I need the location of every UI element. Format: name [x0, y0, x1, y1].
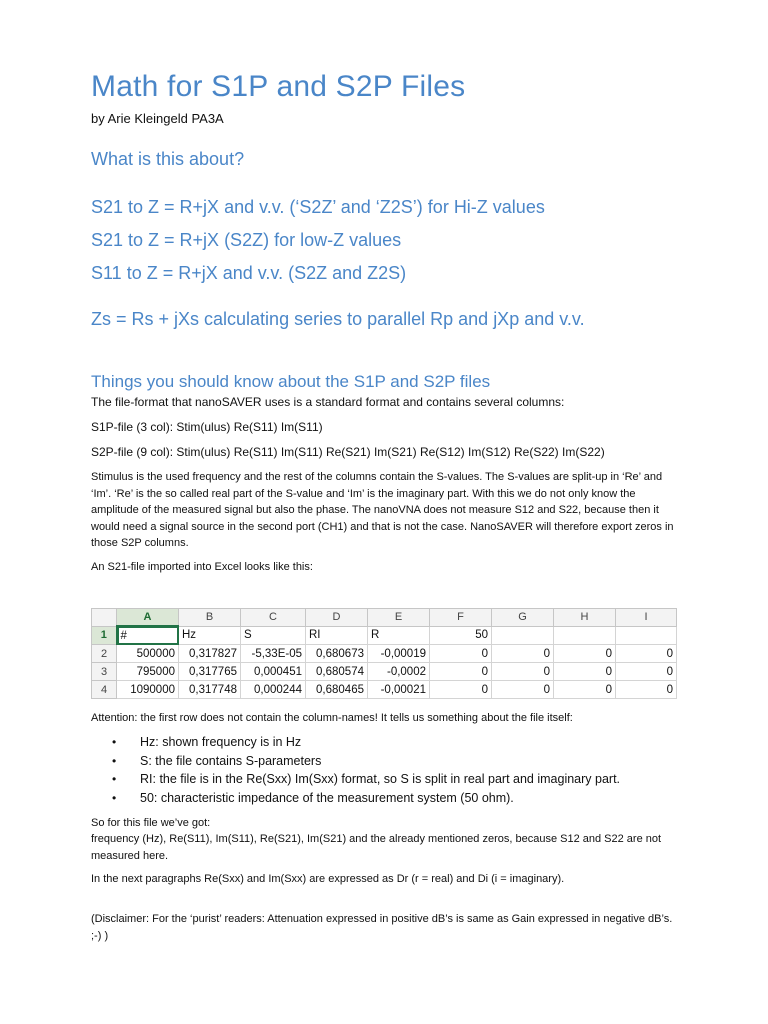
heading-s11: S11 to Z = R+jX and v.v. (S2Z and Z2S) [91, 263, 407, 283]
stimulus-paragraph: Stimulus is the used frequency and the rest of the columns contain the S-values. The S-values are split-up in ‘Re’ and ‘Im’. ‘Re’ is the so called real part of the S-value and ‘Im’ is the imaginary part. With this we do not only know the amplitude of the measured signal but also the phase. The nanoVNA does not measure S12 and S22, because then it would need a signal source in the second port (CH1) and that is not the case. NanoSAVER will therefore export zeros in those S2P columns. [91, 471, 674, 549]
list-item-text: RI: the file is in the Re(Sxx) Im(Sxx) format, so S is split in real part and imaginary part. [140, 772, 621, 786]
heading-what-is-this: What is this about? [91, 149, 245, 169]
sheet-cell[interactable]: 0,680465 [306, 681, 368, 699]
sheet-cell[interactable]: 0,317748 [179, 681, 241, 699]
sheet-cell[interactable]: 0 [492, 645, 554, 663]
sheet-cell[interactable]: 795000 [117, 663, 179, 681]
column-header-h[interactable]: H [554, 609, 616, 627]
bullet-icon: • [112, 772, 117, 786]
disclaimer: (Disclaimer: For the ‘purist’ readers: Attenuation expressed in positive dB’s is same as Gain expressed in negative dB’s. ;-) ) [91, 913, 673, 942]
column-header-row [92, 609, 677, 627]
column-header-a[interactable]: A [117, 609, 179, 627]
sheet-cell[interactable]: 0 [554, 645, 616, 663]
sheet-cell[interactable] [554, 626, 616, 645]
document-title: Math for S1P and S2P Files [91, 70, 466, 103]
column-header-b[interactable]: B [179, 609, 241, 627]
sheet-cell[interactable]: 500000 [117, 645, 179, 663]
sheet-cell[interactable]: 0 [554, 681, 616, 699]
bullet-icon: • [112, 753, 117, 768]
s2p-columns: S2P-file (9 col): Stim(ulus) Re(S11) Im(S11) Re(S21) Im(S21) Re(S12) Im(S12) Re(S22) Im(S22) [91, 445, 605, 459]
row-header[interactable]: 2 [92, 645, 117, 663]
section-heading: Things you should know about the S1P and S2P files [91, 372, 491, 391]
s1p-columns: S1P-file (3 col): Stim(ulus) Re(S11) Im(S11) [91, 420, 323, 434]
excel-screenshot [91, 608, 676, 700]
sheet-cell[interactable]: 0,000451 [241, 663, 306, 681]
column-header-g[interactable]: G [492, 609, 554, 627]
sheet-cell[interactable]: -0,00021 [368, 681, 430, 699]
sheet-cell[interactable]: 0 [492, 663, 554, 681]
sheet-cell[interactable]: 0 [430, 681, 492, 699]
sheet-cell[interactable]: 0,680673 [306, 645, 368, 663]
bullet-icon: • [112, 790, 117, 805]
sheet-cell[interactable]: Hz [179, 626, 241, 645]
sheet-cell[interactable] [616, 626, 677, 645]
sheet-cell[interactable]: 0,680574 [306, 663, 368, 681]
sheet-cell[interactable]: S [241, 626, 306, 645]
select-all-corner[interactable] [92, 609, 117, 627]
sheet-cell[interactable]: 0 [616, 681, 677, 699]
sheet-cell[interactable]: 0 [616, 645, 677, 663]
sheet-cell[interactable]: 1090000 [117, 681, 179, 699]
heading-s21-low-z: S21 to Z = R+jX (S2Z) for low-Z values [91, 230, 402, 250]
attention-note: Attention: the first row does not contain the column-names! It tells us something about the file itself: [91, 712, 573, 724]
sheet-row-3 [92, 663, 677, 681]
sheet-cell[interactable]: 0 [430, 663, 492, 681]
column-header-e[interactable]: E [368, 609, 430, 627]
list-item-text: 50: characteristic impedance of the measurement system (50 ohm). [140, 790, 514, 805]
sheet-cell[interactable]: -0,0002 [368, 663, 430, 681]
sheet-cell[interactable]: 0 [492, 681, 554, 699]
sheet-cell[interactable]: 0,317827 [179, 645, 241, 663]
list-item-text: S: the file contains S-parameters [140, 753, 322, 768]
sheet-cell[interactable]: R [368, 626, 430, 645]
sheet-cell[interactable]: 0 [554, 663, 616, 681]
column-header-c[interactable]: C [241, 609, 306, 627]
format-intro: The file-format that nanoSAVER uses is a standard format and contains several columns: [91, 395, 565, 409]
next-paragraphs-note: In the next paragraphs Re(Sxx) and Im(Sxx) are expressed as Dr (r = real) and Di (i = imaginary). [91, 873, 565, 885]
sheet-cell[interactable]: 0 [616, 663, 677, 681]
sheet-row-4 [92, 681, 677, 699]
row-header[interactable]: 3 [92, 663, 117, 681]
list-item [112, 733, 620, 752]
so-far-line: So for this file we’ve got: [91, 817, 211, 829]
list-item [112, 752, 620, 771]
sheet-cell[interactable]: 0,000244 [241, 681, 306, 699]
sheet-row-1 [92, 626, 677, 645]
column-header-d[interactable]: D [306, 609, 368, 627]
excel-intro: An S21-file imported into Excel looks like this: [91, 561, 313, 573]
heading-series-parallel: Zs = Rs + jXs calculating series to parallel Rp and jXp and v.v. [91, 309, 585, 329]
sheet-cell[interactable]: -0,00019 [368, 645, 430, 663]
sheet-cell[interactable]: RI [306, 626, 368, 645]
heading-s21-hi-z: S21 to Z = R+jX and v.v. (‘S2Z’ and ‘Z2S’) for Hi-Z values [91, 197, 545, 217]
column-header-i[interactable]: I [616, 609, 677, 627]
column-header-f[interactable]: F [430, 609, 492, 627]
sheet-cell[interactable]: 50 [430, 626, 492, 645]
sheet-cell[interactable]: 0,317765 [179, 663, 241, 681]
sheet-cell[interactable]: -5,33E-05 [241, 645, 306, 663]
row-header[interactable]: 1 [92, 626, 117, 645]
sheet-cell[interactable] [492, 626, 554, 645]
list-item [112, 789, 620, 808]
frequency-paragraph: frequency (Hz), Re(S11), Im(S11), Re(S21), Im(S21) and the already mentioned zeros, because S12 and S22 are not measured here. [91, 833, 662, 862]
sheet-cell[interactable]: 0 [430, 645, 492, 663]
author-line: by Arie Kleingeld PA3A [91, 111, 224, 126]
list-item [112, 770, 620, 789]
sheet-row-2 [92, 645, 677, 663]
list-item-text: Hz: shown frequency is in Hz [140, 735, 302, 749]
sheet-cell[interactable]: # [117, 626, 179, 645]
bullet-icon: • [112, 735, 117, 749]
header-explanation-list [112, 733, 620, 807]
row-header[interactable]: 4 [92, 681, 117, 699]
